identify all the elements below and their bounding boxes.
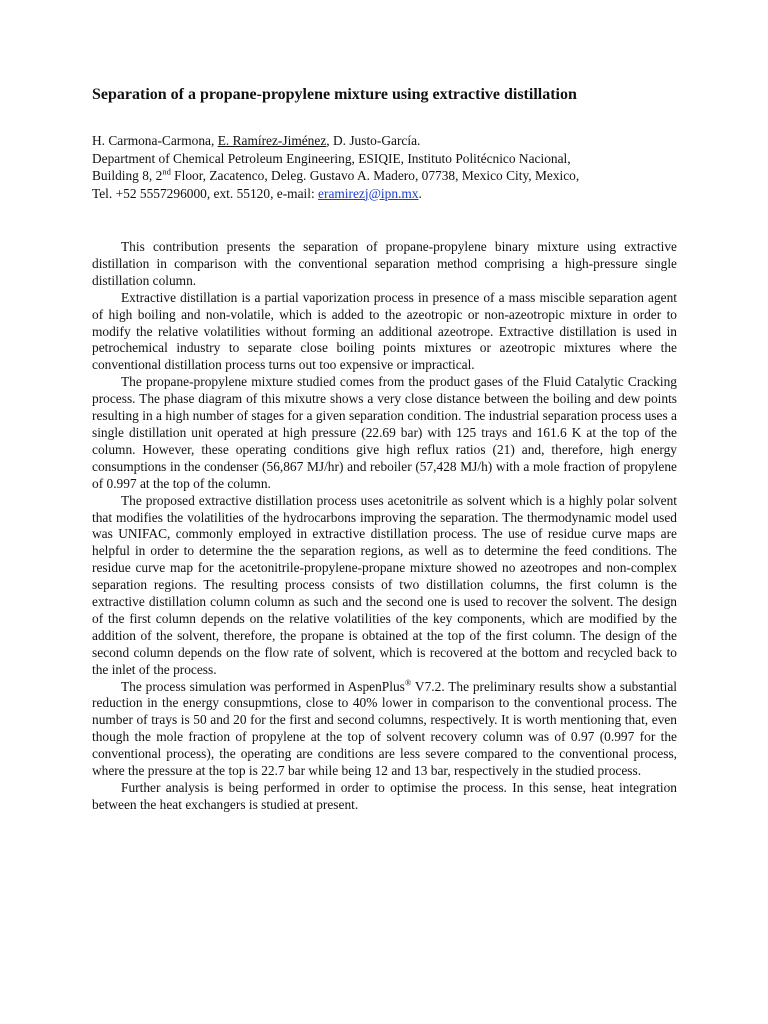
paragraph: The propane-propylene mixture studied comes from the product gases of the Fluid Catalytic Cracking process. The phase diagram of this mixutre shows a very close distance between the boiling and dew points resulting in a high number of stages for a given separation condition. The industrial separation process uses a single distillation unit operated at high pressure (22.69 bar) with 125 trays and 161.6 K at the top of the column. However, these operating conditions give high reflux ratios (21) and, therefore, high energy consumptions in the condenser (56,867 MJ/hr) and reboiler (57,428 MJ/h) with a mole fraction of propylene of 0.997 at the top of the column.: [92, 374, 677, 491]
author-line: [92, 132, 677, 150]
paper-title: Separation of a propane-propylene mixture using extractive distillation: [92, 86, 577, 103]
paragraph-text: V7.2. The preliminary results show a substantial reduction in the energy consupmtions, close to 40% lower in comparison to the conventional process. The number of trays is 50 and 20 for the first and second columns, respectively. It is worth mentioning that, even though the mole fraction of propylene at the top of solvent recovery column was of 0.97 (0.997 for the conventional process), the operating are conditions are less severe compared to the conventional process, where the pressure at the top is 22.7 bar while being 12 and 13 bar, respectively in the studied process.: [92, 678, 677, 779]
registered-mark: ®: [404, 677, 412, 688]
ordinal-suffix: nd: [162, 166, 171, 177]
contact-text: .: [418, 185, 422, 201]
contact-text: Tel. +52 5557296000, ext. 55120, e-mail:: [92, 185, 319, 201]
corresponding-author-name: E. Ramírez-Jiménez: [217, 133, 327, 148]
address-line: [92, 167, 677, 185]
contact-line: [92, 185, 677, 203]
paragraph: The proposed extractive distillation process uses acetonitrile as solvent which is a highly polar solvent that modifies the volatilities of the hydrocarbons improving the separation. The thermodynamic model used was UNIFAC, commonly employed in extractive distillation process. The use of residue curve maps are helpful in order to determine the the separation regions, as well as to determine the feed conditions. The residue curve map for the acetonitrile-propylene-propane mixture showed no azeotropes and non-complex separation regions. The resulting process consists of two distillation columns, the first column is the extractive distillation column column as such and the second one is used to recover the solvent. The design of the first column depends on the relative volatilities of the key components, which are modified by the addition of the solvent, therefore, the propane is obtained at the top of the first column. The design of the second column depends on the flow rate of solvent, which is recovered at the bottom and recycled back to the inlet of the process.: [92, 492, 677, 677]
address-text: Floor, Zacatenco, Deleg. Gustavo A. Madero, 07738, Mexico City, Mexico,: [170, 168, 580, 183]
affiliation-line: Department of Chemical Petroleum Engineering, ESIQIE, Instituto Politécnico Nacional,: [92, 150, 571, 166]
paragraph-text: The process simulation was performed in AspenPlus: [121, 678, 405, 694]
address-text: Building 8, 2: [92, 168, 163, 183]
author-name: H. Carmona-Carmona,: [92, 133, 218, 148]
author-name: , D. Justo-García.: [326, 133, 421, 148]
paragraph: Further analysis is being performed in order to optimise the process. In this sense, heat integration between the heat exchangers is studied at present.: [92, 780, 677, 812]
paragraph: [92, 679, 677, 780]
author-block: [92, 132, 677, 202]
abstract-body: [92, 239, 677, 814]
document-page: [92, 84, 677, 814]
paragraph: This contribution presents the separation of propane-propylene binary mixture using extractive distillation in comparison with the conventional separation method comprising a high-pressure single distillation column.: [92, 239, 677, 288]
paragraph: Extractive distillation is a partial vaporization process in presence of a mass miscible separation agent of high boiling and non-volatile, which is added to the azeotropic or non-azeotropic mixture in order to modify the relative volatilities without forming an additional azeotrope. Extractive distillation is used in petrochemical industry to separate close boiling points mixtures or azeotropic mixtures where the conventional distillation process turns out too expensive or impractical.: [92, 289, 677, 373]
email-link[interactable]: eramirezj@ipn.mx: [318, 185, 419, 201]
